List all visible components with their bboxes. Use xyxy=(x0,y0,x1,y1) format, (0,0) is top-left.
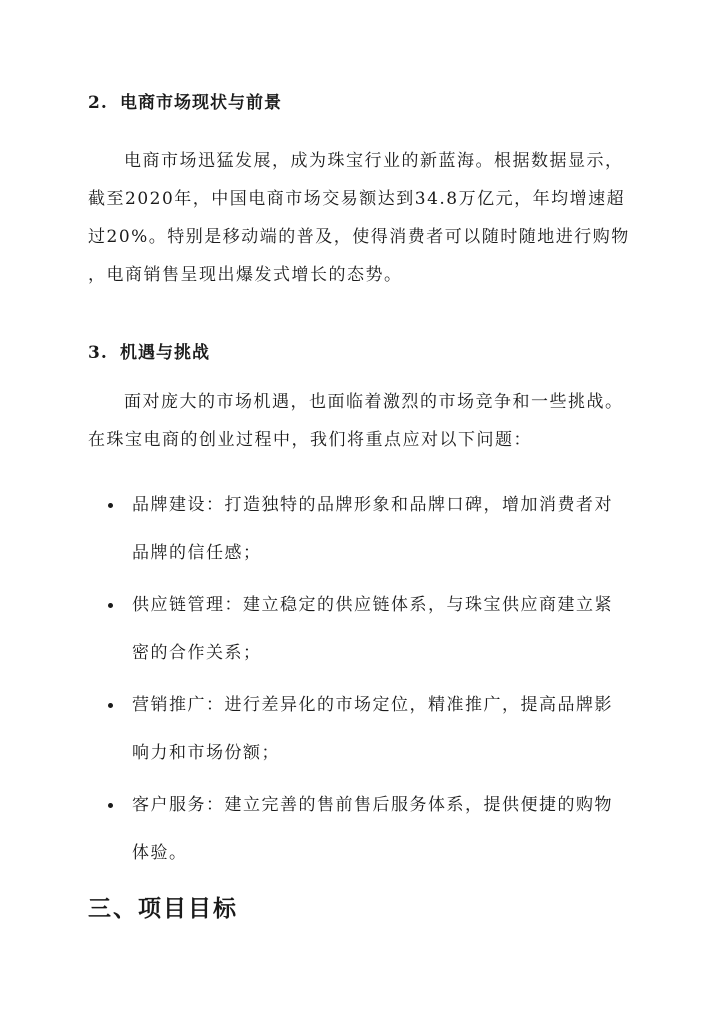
paragraph-line: 在珠宝电商的创业过程中，我们将重点应对以下问题： xyxy=(88,430,532,450)
challenges-bullet-list xyxy=(88,481,633,881)
chapter-3-title: 三、项目目标 xyxy=(88,895,238,922)
section-2-heading xyxy=(88,88,282,113)
list-item xyxy=(88,681,633,777)
section-3-heading xyxy=(88,338,210,363)
section-3-number: 3. xyxy=(88,343,108,363)
bullet-text: 密的合作关系； xyxy=(132,643,262,663)
paragraph-line: 电商市场迅猛发展，成为珠宝行业的新蓝海。根据数据显示， xyxy=(124,151,624,171)
bullet-text: 体验。 xyxy=(132,843,188,863)
section-2-paragraph xyxy=(88,142,633,294)
section-3-paragraph xyxy=(88,383,633,459)
section-2-title: 电商市场现状与前景 xyxy=(120,93,282,113)
bullet-dot-icon xyxy=(108,603,113,608)
bullet-text: 客户服务：建立完善的售前售后服务体系，提供便捷的购物 xyxy=(132,795,613,815)
section-2-number: 2. xyxy=(88,93,108,113)
list-item xyxy=(88,481,633,577)
bullet-text: 供应链管理：建立稳定的供应链体系，与珠宝供应商建立紧 xyxy=(132,595,613,615)
bullet-dot-icon xyxy=(108,503,113,508)
paragraph-line: 截至2020年，中国电商市场交易额达到34.8万亿元，年均增速超 xyxy=(88,189,626,209)
list-item xyxy=(88,781,633,877)
bullet-text: 响力和市场份额； xyxy=(132,743,280,763)
bullet-dot-icon xyxy=(108,803,113,808)
paragraph-line: 面对庞大的市场机遇，也面临着激烈的市场竞争和一些挑战。 xyxy=(124,392,624,412)
section-3-title: 机遇与挑战 xyxy=(120,343,210,363)
list-item xyxy=(88,581,633,677)
paragraph-line: ，电商销售呈现出爆发式增长的态势。 xyxy=(88,265,403,285)
bullet-text: 营销推广：进行差异化的市场定位，精准推广，提高品牌影 xyxy=(132,695,613,715)
bullet-text: 品牌建设：打造独特的品牌形象和品牌口碑，增加消费者对 xyxy=(132,495,613,515)
paragraph-line: 过20%。特别是移动端的普及，使得消费者可以随时随地进行购物 xyxy=(88,227,630,247)
bullet-text: 品牌的信任感； xyxy=(132,543,262,563)
bullet-dot-icon xyxy=(108,703,113,708)
